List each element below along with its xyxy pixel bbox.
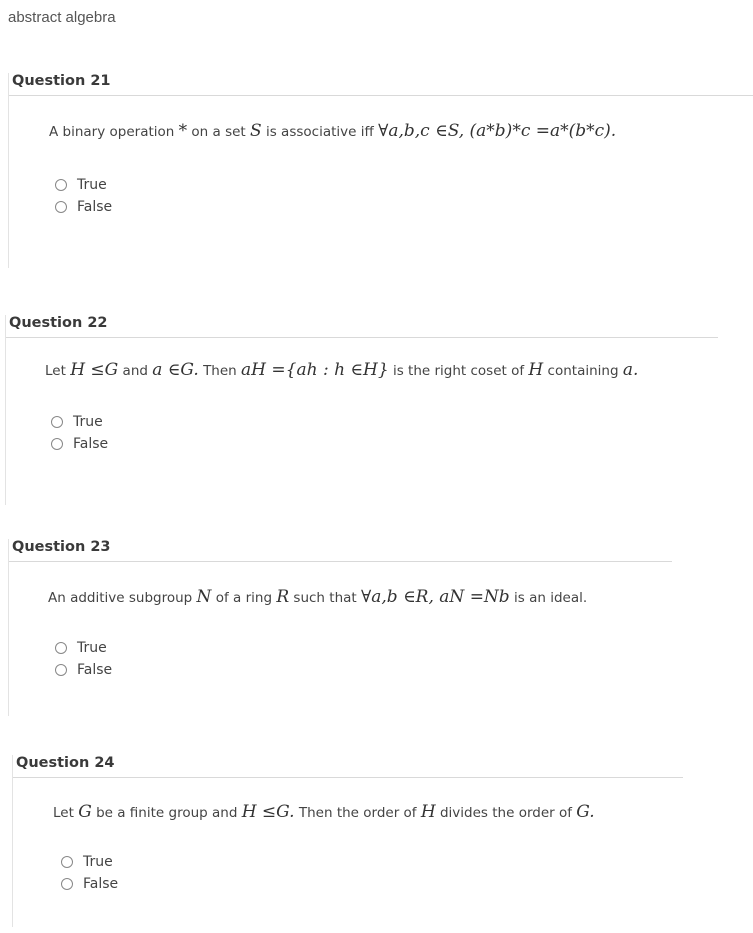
question-title: Question 23 [12,539,111,555]
question-title: Question 22 [9,315,108,331]
math-segment: H [528,360,544,380]
math-segment: ∀a,b,c ∈S, (a*b)*c =a*(b*c). [378,121,617,141]
math-segment: ∀a,b ∈R, aN =Nb [361,587,510,607]
math-segment: a ∈G. [152,360,199,380]
question-text [49,121,616,141]
math-segment: S [250,121,262,141]
question-title: Question 24 [16,755,115,771]
text-segment: divides the order of [439,805,572,821]
page-title: abstract algebra [8,9,116,26]
question-header [13,755,683,778]
question-header [9,539,672,562]
radio-button[interactable] [55,664,67,676]
answer-options [55,174,112,218]
radio-button[interactable] [51,438,63,450]
text-segment: is associative iff [265,124,374,140]
math-segment: G. [576,802,595,822]
text-segment: An additive subgroup [48,590,193,606]
math-segment: a. [622,360,639,380]
text-segment: such that [293,590,357,606]
text-segment: Let [53,805,74,821]
option-true[interactable] [61,851,118,873]
math-segment: R [276,587,290,607]
question-24 [12,755,683,927]
option-label: True [77,640,107,656]
option-false[interactable] [55,196,112,218]
text-segment: on a set [191,124,246,140]
text-segment: A binary operation [49,124,175,140]
option-true[interactable] [55,637,112,659]
math-segment: H ≤G [70,360,119,380]
math-segment: G [78,802,92,822]
question-text [53,802,595,822]
option-true[interactable] [55,174,112,196]
option-false[interactable] [61,873,118,895]
math-segment: * [178,121,188,141]
radio-button[interactable] [61,878,73,890]
option-label: True [77,177,107,193]
option-label: False [77,662,113,678]
radio-button[interactable] [51,416,63,428]
radio-button[interactable] [55,179,67,191]
answer-options [55,637,112,681]
question-header [9,73,753,96]
text-segment: be a finite group and [96,805,238,821]
question-21 [8,73,753,268]
question-header [6,315,718,338]
text-segment: Let [45,363,66,379]
math-segment: H ≤G. [241,802,295,822]
option-label: False [83,876,119,892]
text-segment: Then the order of [298,805,417,821]
answer-options [61,851,118,895]
question-22 [5,315,718,505]
radio-button[interactable] [61,856,73,868]
radio-button[interactable] [55,201,67,213]
answer-options [51,411,108,455]
option-false[interactable] [55,659,112,681]
question-text [45,360,638,380]
math-segment: H [420,802,436,822]
option-label: False [77,199,113,215]
text-segment: Then [203,363,237,379]
text-segment: of a ring [215,590,273,606]
question-23 [8,539,672,716]
text-segment: is the right coset of [392,363,525,379]
option-label: True [83,854,113,870]
option-label: False [73,436,109,452]
text-segment: and [122,363,148,379]
option-true[interactable] [51,411,108,433]
option-false[interactable] [51,433,108,455]
math-segment: N [196,587,212,607]
option-label: True [73,414,103,430]
radio-button[interactable] [55,642,67,654]
question-text [48,587,587,607]
text-segment: containing [547,363,619,379]
question-title: Question 21 [12,73,111,89]
text-segment: is an ideal. [514,590,588,606]
math-segment: aH ={ah : h ∈H} [241,360,389,380]
